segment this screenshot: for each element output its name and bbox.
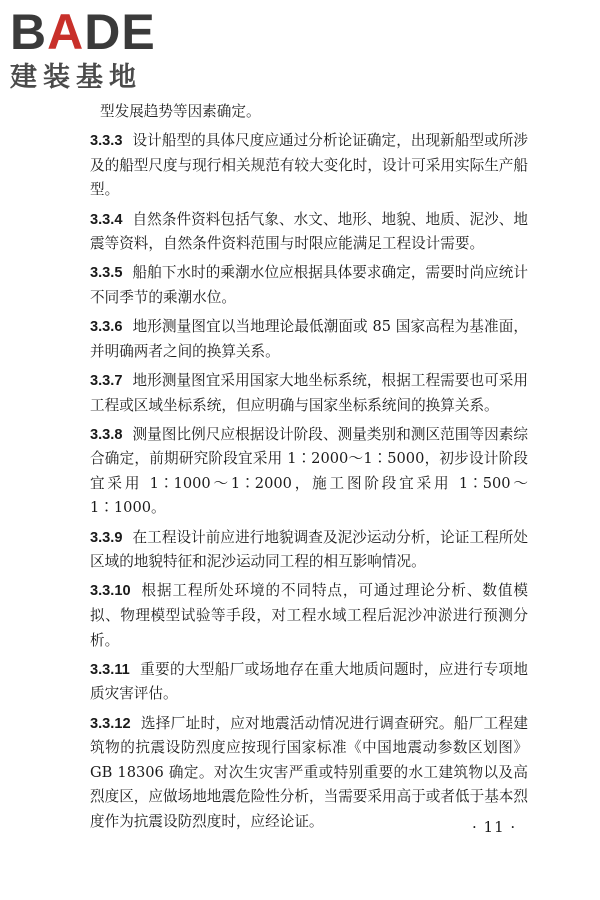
clause-3-3-5 — [90, 261, 528, 310]
logo-subtitle: 建装基地 — [10, 62, 142, 93]
clause-text: 地形测量图宜采用国家大地坐标系统，根据工程需要也可采用工程或区域坐标系统，但应明确与国家坐标系统间的换算关系。 — [90, 371, 528, 414]
clause-number: 3.3.11 — [90, 661, 130, 678]
clause-text: 测量图比例尺应根据设计阶段、测量类别和测区范围等因素综合确定，前期研究阶段宜采用 1∶2000～1∶5000，初步设计阶段宜采用 1∶1000～1∶2000，施工图阶段宜采用 1∶500～1∶1000。 — [90, 425, 528, 517]
clause-3-3-7 — [90, 369, 528, 418]
clause-text: 重要的大型船厂或场地存在重大地质问题时，应进行专项地质灾害评估。 — [90, 660, 528, 703]
clause-number: 3.3.10 — [90, 583, 131, 600]
clause-number: 3.3.12 — [90, 715, 131, 732]
clause-number: 3.3.3 — [90, 133, 123, 150]
logo-letters-de: DE — [84, 4, 156, 60]
clause-number: 3.3.9 — [90, 529, 123, 546]
clause-3-3-9 — [90, 526, 528, 575]
clause-number: 3.3.4 — [90, 211, 123, 228]
clause-3-3-12 — [90, 712, 528, 835]
clause-number: 3.3.5 — [90, 265, 123, 282]
clause-3-3-3 — [90, 129, 528, 203]
clause-3-3-4 — [90, 208, 528, 257]
clause-continuation — [90, 100, 528, 125]
clause-3-3-11 — [90, 658, 528, 707]
clause-3-3-10 — [90, 579, 528, 653]
clause-3-3-6 — [90, 315, 528, 364]
clause-number: 3.3.8 — [90, 426, 123, 443]
bade-logo — [10, 6, 185, 96]
logo-wordmark — [10, 6, 156, 58]
clause-text: 自然条件资料包括气象、水文、地形、地貌、地质、泥沙、地震等资料，自然条件资料范围与时限应能满足工程设计需要。 — [90, 210, 528, 253]
document-body — [90, 100, 528, 839]
clause-text: 地形测量图宜以当地理论最低潮面或 85 国家高程为基准面，并明确两者之间的换算关系。 — [90, 318, 528, 360]
clause-text: 根据工程所处环境的不同特点，可通过理论分析、数值模拟、物理模型试验等手段，对工程水域工程后泥沙冲淤进行预测分析。 — [90, 582, 528, 649]
logo-letter-a-accent: A — [47, 4, 85, 60]
clause-text: 型发展趋势等因素确定。 — [100, 103, 261, 120]
clause-number: 3.3.6 — [90, 319, 123, 336]
clause-text: 船舶下水时的乘潮水位应根据具体要求确定，需要时尚应统计不同季节的乘潮水位。 — [90, 264, 528, 306]
clause-text: 设计船型的具体尺度应通过分析论证确定，出现新船型或所涉及的船型尺度与现行相关规范有较大变化时，设计可采用实际生产船型。 — [90, 132, 528, 199]
clause-text: 在工程设计前应进行地貌调查及泥沙运动分析，论证工程所处区域的地貌特征和泥沙运动同工程的相互影响情况。 — [90, 528, 528, 571]
clause-3-3-8 — [90, 423, 528, 521]
clause-text: 选择厂址时，应对地震活动情况进行调查研究。船厂工程建筑物的抗震设防烈度应按现行国家标准《中国地震动参数区划图》GB 18306 确定。对次生灾害严重或特别重要的水工建筑物以及高烈度区，应做场地地震危险性分析，当需要采用高于或者低于基本烈度作为抗震设防烈度时，应经论证。 — [90, 714, 528, 830]
logo-letter-b: B — [10, 4, 48, 60]
clause-number: 3.3.7 — [90, 372, 123, 389]
page-number: · 11 · — [472, 818, 517, 836]
